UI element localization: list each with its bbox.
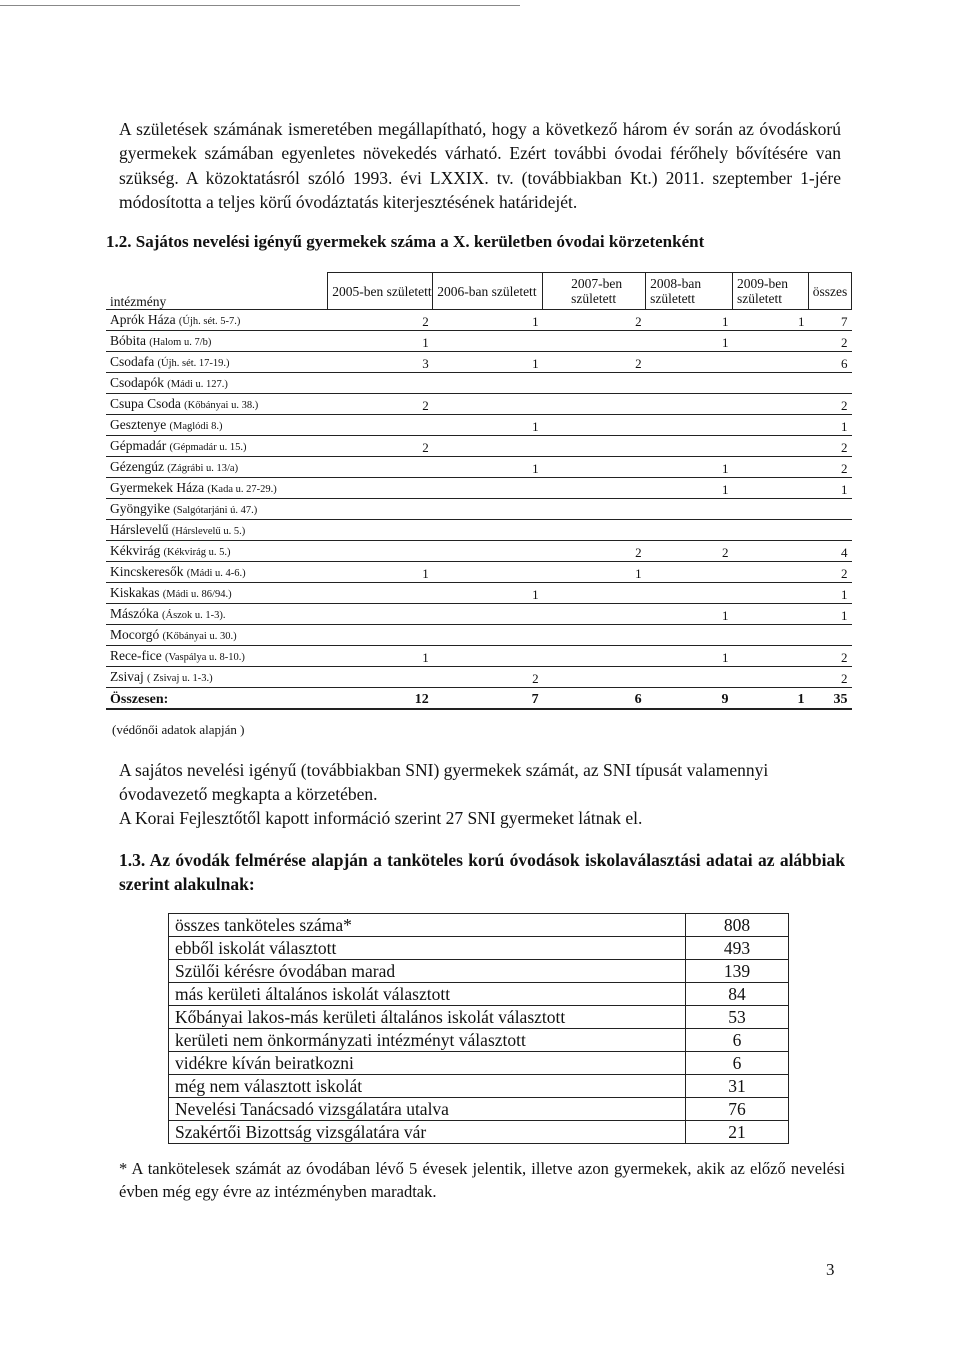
institution-address: (Kőbányai u. 38.) <box>184 400 259 411</box>
count-cell-v2006: 1 <box>433 457 543 478</box>
table-row <box>169 937 789 960</box>
count-cell-v2006 <box>433 373 543 394</box>
institution-address: (Salgótarjáni ú. 47.) <box>173 505 258 516</box>
school-row-label: Szakértői Bizottság vizsgálatára vár <box>169 1121 686 1144</box>
table-row <box>106 520 852 541</box>
school-row-value: 6 <box>686 1052 789 1075</box>
count-cell-total: 2 <box>808 436 851 457</box>
table-row <box>106 352 852 373</box>
school-row-label: összes tanköteles száma* <box>169 914 686 937</box>
count-cell-v2007 <box>543 583 646 604</box>
count-cell-total: 4 <box>808 541 851 562</box>
footnote: * A tankötelesek számát az óvodában lévő 5 évesek jelentik, illetve azon gyermekek, akik az előző nevelési évben még egy évre az intézményben maradtak. <box>119 1158 845 1201</box>
table-row <box>169 983 789 1006</box>
count-cell-v2006 <box>433 520 543 541</box>
institution-cell <box>106 541 328 562</box>
institution-cell <box>106 331 328 352</box>
table-row <box>106 310 852 331</box>
header-2006: 2006-ban született <box>433 273 543 310</box>
school-row-label: még nem választott iskolát <box>169 1075 686 1098</box>
count-cell-v2008: 1 <box>646 331 733 352</box>
table-row <box>106 499 852 520</box>
count-cell-v2009 <box>733 373 809 394</box>
school-row-value: 6 <box>686 1029 789 1052</box>
count-cell-v2008 <box>646 583 733 604</box>
count-cell-v2007: 2 <box>543 352 646 373</box>
count-cell-v2007 <box>543 478 646 499</box>
table-row <box>106 604 852 625</box>
table-row <box>106 583 852 604</box>
institution-cell <box>106 520 328 541</box>
count-cell-v2005: 1 <box>328 646 433 667</box>
count-cell-v2007 <box>543 499 646 520</box>
intro-paragraph: A születések számának ismeretében megállapítható, hogy a következő három év során az óvodáskorú gyermekek számában egyenletes növekedés várható. Ezért további óvodai férőhely bővítésére van szükség. A közoktatásról szóló 1993. évi LXXIX. tv. (továbbiakban Kt.) 2011. szeptember 1-jére módosította a teljes körű óvodáztatás kiterjesztésének határidejét. <box>119 118 841 212</box>
institution-address: (Mádi u. 4-6.) <box>186 568 246 579</box>
institution-address: (Mádi u. 86/94.) <box>162 589 232 600</box>
table-row <box>169 914 789 937</box>
count-cell-v2005 <box>328 667 433 688</box>
count-cell-v2009 <box>733 436 809 457</box>
institution-cell <box>106 373 328 394</box>
count-cell-v2007 <box>543 604 646 625</box>
institution-cell <box>106 436 328 457</box>
count-cell-v2007: 2 <box>543 541 646 562</box>
count-cell-total: 1 <box>808 604 851 625</box>
table-row <box>106 478 852 499</box>
count-cell-v2005: 2 <box>328 436 433 457</box>
count-cell-total: 1 <box>808 583 851 604</box>
count-cell-total <box>808 625 851 646</box>
sni-paragraph-line-2: A Korai Fejlesztőtől kapott információ szerint 27 SNI gyermeket látnak el. <box>119 808 643 828</box>
table-row <box>106 331 852 352</box>
count-cell-v2006 <box>433 331 543 352</box>
count-cell-v2007: 1 <box>543 562 646 583</box>
page-number: 3 <box>826 1260 835 1279</box>
school-row-label: Szülői kérésre óvodában marad <box>169 960 686 983</box>
institution-address: (Kada u. 27-29.) <box>207 484 277 495</box>
count-cell-total: 2 <box>808 457 851 478</box>
count-cell-v2008 <box>646 499 733 520</box>
school-row-value: 139 <box>686 960 789 983</box>
table-row <box>169 1121 789 1144</box>
count-cell-v2009 <box>733 457 809 478</box>
count-cell-v2007: 2 <box>543 310 646 331</box>
count-cell-v2009: 1 <box>733 310 809 331</box>
count-cell-v2008 <box>646 394 733 415</box>
total-cell-total: 35 <box>808 688 851 710</box>
sni-table <box>106 272 852 710</box>
count-cell-v2006 <box>433 646 543 667</box>
count-cell-v2005 <box>328 520 433 541</box>
count-cell-v2005: 1 <box>328 562 433 583</box>
institution-cell <box>106 667 328 688</box>
count-cell-v2006 <box>433 436 543 457</box>
total-cell-v2006: 7 <box>433 688 543 710</box>
count-cell-v2005 <box>328 583 433 604</box>
count-cell-v2006 <box>433 499 543 520</box>
count-cell-v2006 <box>433 562 543 583</box>
institution-address: (Újh. sét. 17-19.) <box>157 358 230 369</box>
count-cell-v2009 <box>733 583 809 604</box>
count-cell-total: 1 <box>808 478 851 499</box>
count-cell-v2008 <box>646 415 733 436</box>
count-cell-v2006 <box>433 625 543 646</box>
count-cell-v2005: 1 <box>328 331 433 352</box>
count-cell-v2008 <box>646 520 733 541</box>
table-row <box>169 1098 789 1121</box>
count-cell-v2009 <box>733 541 809 562</box>
count-cell-v2006: 1 <box>433 415 543 436</box>
institution-cell <box>106 310 328 331</box>
school-row-label: vidékre kíván beiratkozni <box>169 1052 686 1075</box>
count-cell-v2008: 1 <box>646 478 733 499</box>
header-2005: 2005-ben született <box>328 273 433 310</box>
institution-name: Gépmadár <box>110 438 167 453</box>
institution-cell <box>106 394 328 415</box>
school-row-value: 76 <box>686 1098 789 1121</box>
school-row-label: kerületi nem önkormányzati intézményt választott <box>169 1029 686 1052</box>
count-cell-v2008 <box>646 436 733 457</box>
header-2009: 2009-ben született <box>733 273 809 310</box>
count-cell-v2007 <box>543 667 646 688</box>
institution-cell <box>106 457 328 478</box>
count-cell-v2007 <box>543 520 646 541</box>
institution-name: Csupa Csoda <box>110 396 181 411</box>
school-row-label: más kerületi általános iskolát választott <box>169 983 686 1006</box>
count-cell-v2005 <box>328 478 433 499</box>
count-cell-v2009 <box>733 394 809 415</box>
institution-cell <box>106 646 328 667</box>
school-row-label: Kőbányai lakos-más kerületi általános iskolát választott <box>169 1006 686 1029</box>
count-cell-v2008: 1 <box>646 457 733 478</box>
institution-name: Gyöngyike <box>110 501 170 516</box>
count-cell-v2009 <box>733 562 809 583</box>
total-cell-v2009: 1 <box>733 688 809 710</box>
count-cell-v2009 <box>733 478 809 499</box>
table-row <box>106 646 852 667</box>
total-row <box>106 688 852 710</box>
count-cell-v2008 <box>646 667 733 688</box>
count-cell-total <box>808 499 851 520</box>
table-row <box>106 457 852 478</box>
institution-name: Hárslevelű <box>110 522 169 537</box>
count-cell-v2007 <box>543 457 646 478</box>
institution-cell <box>106 415 328 436</box>
count-cell-total: 2 <box>808 646 851 667</box>
institution-address: (Mádi u. 127.) <box>167 379 228 390</box>
count-cell-v2005 <box>328 604 433 625</box>
count-cell-v2008 <box>646 373 733 394</box>
count-cell-v2006: 2 <box>433 667 543 688</box>
institution-name: Gesztenye <box>110 417 167 432</box>
count-cell-v2008: 2 <box>646 541 733 562</box>
institution-cell <box>106 499 328 520</box>
total-cell-v2005: 12 <box>328 688 433 710</box>
total-cell-v2008: 9 <box>646 688 733 710</box>
count-cell-v2007 <box>543 373 646 394</box>
count-cell-total: 2 <box>808 562 851 583</box>
count-cell-v2009 <box>733 415 809 436</box>
table-row <box>169 1052 789 1075</box>
count-cell-total: 2 <box>808 331 851 352</box>
institution-address: (Kékvirág u. 5.) <box>163 547 231 558</box>
school-row-label: Nevelési Tanácsadó vizsgálatára utalva <box>169 1098 686 1121</box>
count-cell-total: 2 <box>808 667 851 688</box>
count-cell-v2008 <box>646 625 733 646</box>
count-cell-total: 7 <box>808 310 851 331</box>
table-row <box>169 1006 789 1029</box>
count-cell-v2006 <box>433 541 543 562</box>
school-row-label: ebből iskolát választott <box>169 937 686 960</box>
count-cell-v2007 <box>543 646 646 667</box>
count-cell-v2005: 3 <box>328 352 433 373</box>
table-row <box>106 394 852 415</box>
count-cell-v2009 <box>733 625 809 646</box>
count-cell-v2008 <box>646 352 733 373</box>
institution-name: Bóbita <box>110 333 146 348</box>
count-cell-v2005 <box>328 499 433 520</box>
source-note: (védőnői adatok alapján ) <box>112 722 245 737</box>
count-cell-v2005 <box>328 457 433 478</box>
count-cell-v2007 <box>543 436 646 457</box>
school-row-value: 31 <box>686 1075 789 1098</box>
count-cell-v2008 <box>646 562 733 583</box>
institution-name: Mocorgó <box>110 627 160 642</box>
count-cell-total: 6 <box>808 352 851 373</box>
header-2008: 2008-ban született <box>646 273 733 310</box>
school-row-value: 808 <box>686 914 789 937</box>
count-cell-v2005 <box>328 541 433 562</box>
count-cell-v2006 <box>433 394 543 415</box>
institution-address: (Gépmadár u. 15.) <box>169 442 247 453</box>
institution-name: Mászóka <box>110 606 159 621</box>
table-row <box>169 1029 789 1052</box>
count-cell-v2009 <box>733 499 809 520</box>
institution-address: (Halom u. 7/b) <box>149 337 212 348</box>
header-2007: 2007-ben született <box>543 273 646 310</box>
count-cell-v2006: 1 <box>433 583 543 604</box>
sni-paragraph <box>119 758 845 830</box>
school-row-value: 493 <box>686 937 789 960</box>
institution-address: (Vaspálya u. 8-10.) <box>164 652 245 663</box>
count-cell-v2007 <box>543 415 646 436</box>
count-cell-v2005 <box>328 373 433 394</box>
institution-cell <box>106 352 328 373</box>
institution-name: Csodafa <box>110 354 155 369</box>
institution-name: Gézengúz <box>110 459 164 474</box>
institution-address: (Újh. sét. 5-7.) <box>178 316 241 327</box>
institution-cell <box>106 625 328 646</box>
section-1-3-heading: 1.3. Az óvodák felmérése alapján a tanköteles korú óvodások iskolaválasztási adatai az alábbiak szerint alakulnak: <box>119 850 845 894</box>
institution-name: Kincskeresők <box>110 564 184 579</box>
count-cell-v2007 <box>543 394 646 415</box>
count-cell-total: 1 <box>808 415 851 436</box>
school-row-value: 21 <box>686 1121 789 1144</box>
institution-name: Aprók Háza <box>110 312 176 327</box>
count-cell-total <box>808 520 851 541</box>
count-cell-v2005 <box>328 415 433 436</box>
count-cell-v2007 <box>543 331 646 352</box>
count-cell-v2006: 1 <box>433 310 543 331</box>
institution-cell <box>106 604 328 625</box>
count-cell-v2009 <box>733 604 809 625</box>
count-cell-v2005: 2 <box>328 310 433 331</box>
institution-cell <box>106 583 328 604</box>
institution-address: (Ászok u. 1-3). <box>161 610 226 621</box>
institution-address: (Maglódi 8.) <box>169 421 223 432</box>
count-cell-total: 2 <box>808 394 851 415</box>
count-cell-v2009 <box>733 520 809 541</box>
total-cell-v2007: 6 <box>543 688 646 710</box>
institution-address: (Kőbányai u. 30.) <box>162 631 237 642</box>
table-row <box>106 667 852 688</box>
sni-paragraph-line-1: A sajátos nevelési igényű (továbbiakban SNI) gyermekek számát, az SNI típusát valamennyi óvodavezető megkapta a körzetében. <box>119 760 769 804</box>
count-cell-v2008: 1 <box>646 310 733 331</box>
school-row-value: 84 <box>686 983 789 1006</box>
table-row <box>169 960 789 983</box>
total-label: Összesen: <box>106 688 328 710</box>
count-cell-v2005 <box>328 625 433 646</box>
school-row-value: 53 <box>686 1006 789 1029</box>
count-cell-v2006 <box>433 604 543 625</box>
table-row <box>169 1075 789 1098</box>
institution-address: ( Zsivaj u. 1-3.) <box>147 673 213 684</box>
table-row <box>106 436 852 457</box>
school-table-body <box>169 914 789 1144</box>
table-row <box>106 625 852 646</box>
table-row <box>106 562 852 583</box>
school-choice-table <box>168 913 789 1144</box>
count-cell-v2005: 2 <box>328 394 433 415</box>
count-cell-v2008: 1 <box>646 604 733 625</box>
header-institution: intézmény <box>106 273 328 310</box>
table-row <box>106 373 852 394</box>
table-row <box>106 541 852 562</box>
count-cell-v2007 <box>543 625 646 646</box>
top-rule <box>0 5 520 6</box>
count-cell-v2006: 1 <box>433 352 543 373</box>
institution-cell <box>106 478 328 499</box>
count-cell-v2009 <box>733 667 809 688</box>
institution-address: (Hárslevelű u. 5.) <box>171 526 246 537</box>
count-cell-v2009 <box>733 646 809 667</box>
count-cell-total <box>808 373 851 394</box>
institution-address: (Zágrábi u. 13/a) <box>167 463 239 474</box>
institution-name: Zsivaj <box>110 669 144 684</box>
institution-name: Rece-fice <box>110 648 162 663</box>
institution-name: Csodapók <box>110 375 164 390</box>
institution-name: Kiskakas <box>110 585 160 600</box>
count-cell-v2009 <box>733 331 809 352</box>
count-cell-v2009 <box>733 352 809 373</box>
count-cell-v2008: 1 <box>646 646 733 667</box>
header-total: összes <box>808 273 851 310</box>
section-1-2-heading: 1.2. Sajátos nevelési igényű gyermekek száma a X. kerületben óvodai körzetenként <box>106 232 705 251</box>
institution-cell <box>106 562 328 583</box>
sni-header-row <box>106 273 852 310</box>
sni-table-body <box>106 310 852 710</box>
institution-name: Kékvirág <box>110 543 161 558</box>
institution-name: Gyermekek Háza <box>110 480 205 495</box>
count-cell-v2006 <box>433 478 543 499</box>
table-row <box>106 415 852 436</box>
